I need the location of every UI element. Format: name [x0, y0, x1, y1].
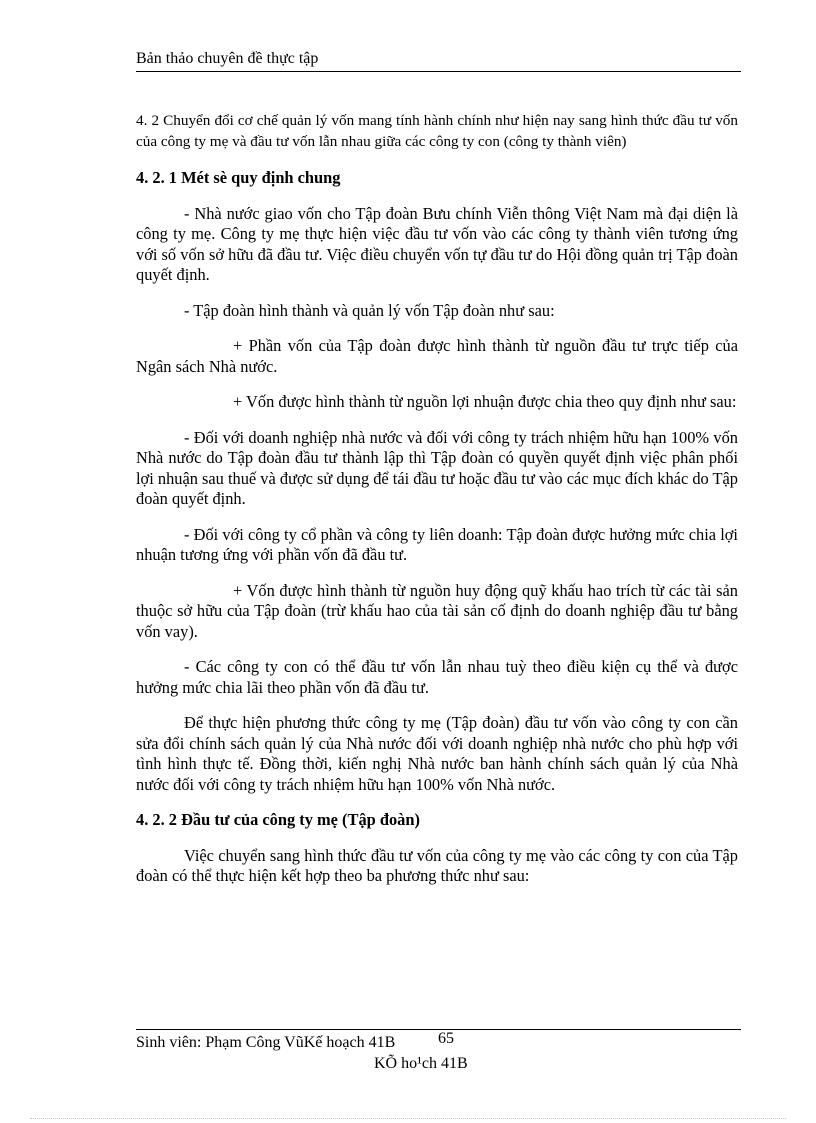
- footer-student: Sinh viên: Phạm Công VũKế hoạch 41B: [136, 1034, 396, 1051]
- paragraph: - Đối với công ty cổ phần và công ty liên doanh: Tập đoàn được hưởng mức chia lợi nhuận tương ứng với phần vốn đã đầu tư.: [136, 524, 738, 564]
- heading-4-2-1: 4. 2. 1 Mét sè quy định chung: [136, 168, 341, 187]
- heading-4-2-2: 4. 2. 2 Đầu tư của công ty mẹ (Tập đoàn): [136, 810, 420, 829]
- section-intro: 4. 2 Chuyển đổi cơ chế quản lý vốn mang tính hành chính như hiện nay sang hình thức đầu tư vốn của công ty mẹ và đầu tư vốn lẫn nhau giữa các công ty con (công ty thành viên): [136, 112, 738, 150]
- paragraph: Việc chuyển sang hình thức đầu tư vốn của công ty mẹ vào các công ty con của Tập đoàn có thể thực hiện kết hợp theo ba phương thức như sau:: [136, 845, 738, 885]
- paragraph: - Nhà nước giao vốn cho Tập đoàn Bưu chính Viễn thông Việt Nam mà đại diện là công ty mẹ. Công ty mẹ thực hiện việc đầu tư vốn vào các công ty thành viên tương ứng với số vốn sở hữu đã đầu tư. Việc điều chuyển vốn tự đầu tư do Hội đồng quản trị Tập đoàn quyết định.: [136, 203, 738, 284]
- paragraph: - Đối với doanh nghiệp nhà nước và đối với công ty trách nhiệm hữu hạn 100% vốn Nhà nước do Tập đoàn đầu tư thành lập thì Tập đoàn có quyền quyết định việc phân phối lợi nhuận sau thuế và được sử dụng để tái đầu tư hoặc đầu tư vào các mục đích khác do Tập đoàn quyết định.: [136, 427, 738, 508]
- header-divider: [136, 71, 741, 72]
- paragraph: - Các công ty con có thể đầu tư vốn lẫn nhau tuỳ theo điều kiện cụ thể và được hưởng mức chia lãi theo phần vốn đã đầu tư.: [136, 657, 738, 697]
- paragraph: - Tập đoàn hình thành và quản lý vốn Tập đoàn như sau:: [184, 300, 555, 320]
- footer-class-label: KÕ ho¹ch 41B: [374, 1055, 468, 1072]
- paragraph: + Vốn được hình thành từ nguồn lợi nhuận được chia theo quy định như sau:: [233, 392, 737, 411]
- page-bottom-border: [30, 1118, 786, 1119]
- paragraph: + Vốn được hình thành từ nguồn huy động quỹ khấu hao trích từ các tài sản thuộc sở hữu của Tập đoàn (trừ khấu hao của tài sản cố định do doanh nghiệp đầu tư bằng vốn vay).: [136, 580, 738, 641]
- document-body: [136, 111, 738, 902]
- page-header: Bản thảo chuyên đề thực tập: [136, 50, 319, 67]
- paragraph: + Phần vốn của Tập đoàn được hình thành từ nguồn đầu tư trực tiếp của Ngân sách Nhà nước.: [136, 336, 738, 376]
- paragraph: Để thực hiện phương thức công ty mẹ (Tập đoàn) đầu tư vốn vào công ty con cần sửa đổi chính sách quản lý của Nhà nước đối với doanh nghiệp nhà nước cho phù hợp với tình hình thực tế. Đồng thời, kiến nghị Nhà nước ban hành chính sách quản lý của Nhà nước đối với công ty trách nhiệm hữu hạn 100% vốn Nhà nước.: [136, 713, 738, 794]
- page-number: 65: [438, 1030, 454, 1047]
